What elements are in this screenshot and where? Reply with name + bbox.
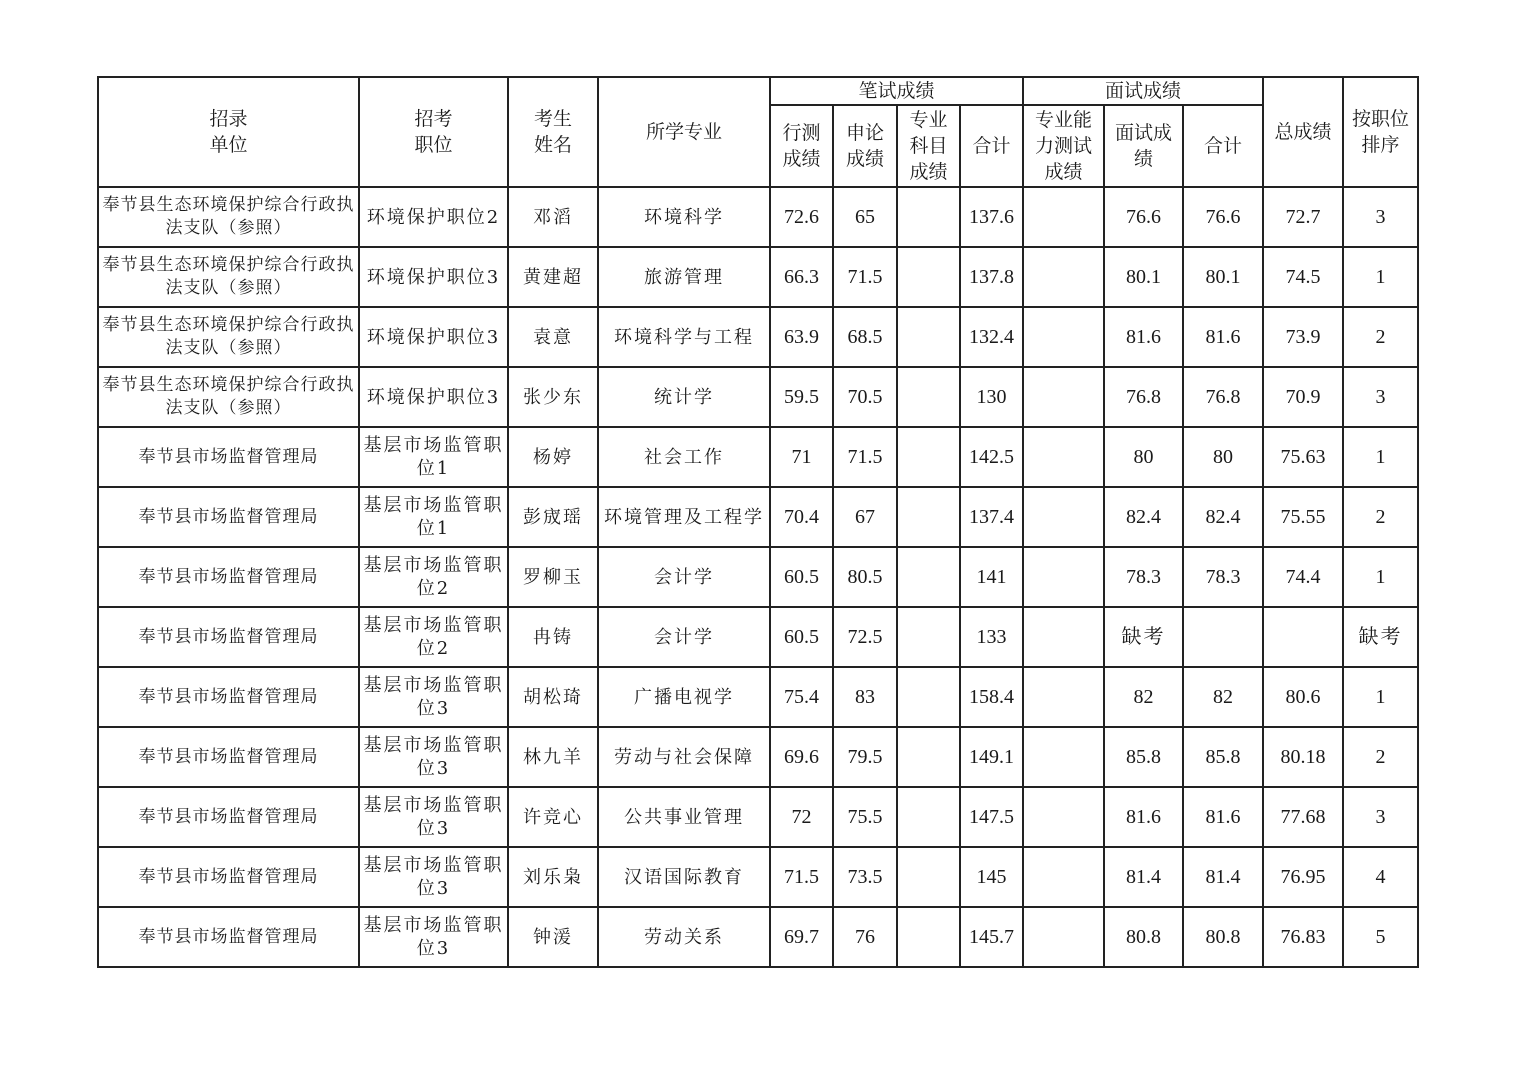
cell-xingce: 69.7: [770, 907, 833, 967]
cell-rank: 2: [1343, 307, 1418, 367]
cell-interview-score: 81.4: [1104, 847, 1183, 907]
cell-subject: [897, 847, 960, 907]
cell-name: 杨婷: [508, 427, 598, 487]
cell-interview-score: 82: [1104, 667, 1183, 727]
cell-rank: 3: [1343, 367, 1418, 427]
cell-position: 环境保护职位2: [359, 187, 508, 247]
cell-total: 70.9: [1263, 367, 1343, 427]
cell-name: 林九羊: [508, 727, 598, 787]
cell-major: 会计学: [598, 547, 770, 607]
cell-rank: 1: [1343, 427, 1418, 487]
cell-ability: [1023, 487, 1104, 547]
cell-position: 环境保护职位3: [359, 307, 508, 367]
cell-unit: 奉节县市场监督管理局: [98, 427, 359, 487]
cell-xingce: 59.5: [770, 367, 833, 427]
cell-name: 黄建超: [508, 247, 598, 307]
header-rank: 按职位 排序: [1343, 77, 1418, 187]
cell-total: 72.7: [1263, 187, 1343, 247]
cell-ability: [1023, 427, 1104, 487]
table-row: [98, 727, 1418, 787]
cell-shenlun: 80.5: [833, 547, 897, 607]
table-row: [98, 787, 1418, 847]
cell-shenlun: 68.5: [833, 307, 897, 367]
table-row: [98, 247, 1418, 307]
cell-shenlun: 79.5: [833, 727, 897, 787]
cell-xingce: 60.5: [770, 607, 833, 667]
cell-subject: [897, 247, 960, 307]
cell-interview-total: 76.8: [1183, 367, 1263, 427]
cell-name: 张少东: [508, 367, 598, 427]
cell-interview-score: 81.6: [1104, 307, 1183, 367]
cell-rank: 1: [1343, 247, 1418, 307]
cell-shenlun: 83: [833, 667, 897, 727]
cell-ability: [1023, 907, 1104, 967]
cell-xingce: 72.6: [770, 187, 833, 247]
cell-total: 76.95: [1263, 847, 1343, 907]
cell-total: 75.63: [1263, 427, 1343, 487]
header-unit: 招录 单位: [98, 77, 359, 187]
cell-interview-score: 76.6: [1104, 187, 1183, 247]
cell-ability: [1023, 247, 1104, 307]
header-ability: 专业能 力测试 成绩: [1023, 105, 1104, 187]
cell-major: 旅游管理: [598, 247, 770, 307]
cell-subject: [897, 787, 960, 847]
cell-subject: [897, 667, 960, 727]
cell-xingce: 66.3: [770, 247, 833, 307]
header-interview-score: 面试成 绩: [1104, 105, 1183, 187]
cell-position: 基层市场监管职位3: [359, 667, 508, 727]
cell-written-total: 158.4: [960, 667, 1023, 727]
cell-major: 社会工作: [598, 427, 770, 487]
cell-total: 76.83: [1263, 907, 1343, 967]
cell-position: 基层市场监管职位2: [359, 607, 508, 667]
cell-xingce: 60.5: [770, 547, 833, 607]
cell-shenlun: 73.5: [833, 847, 897, 907]
score-table: [97, 76, 1419, 968]
cell-position: 环境保护职位3: [359, 247, 508, 307]
cell-written-total: 130: [960, 367, 1023, 427]
cell-rank: 5: [1343, 907, 1418, 967]
cell-position: 基层市场监管职位3: [359, 727, 508, 787]
cell-written-total: 145: [960, 847, 1023, 907]
table-row: [98, 607, 1418, 667]
header-written-total: 合计: [960, 105, 1023, 187]
cell-unit: 奉节县生态环境保护综合行政执法支队（参照）: [98, 307, 359, 367]
cell-position: 基层市场监管职位1: [359, 427, 508, 487]
cell-unit: 奉节县市场监督管理局: [98, 547, 359, 607]
cell-major: 广播电视学: [598, 667, 770, 727]
header-total: 总成绩: [1263, 77, 1343, 187]
table-body: [98, 187, 1418, 967]
cell-total: 80.18: [1263, 727, 1343, 787]
cell-rank: 3: [1343, 187, 1418, 247]
cell-total: 80.6: [1263, 667, 1343, 727]
cell-written-total: 137.4: [960, 487, 1023, 547]
cell-shenlun: 71.5: [833, 427, 897, 487]
table-row: [98, 367, 1418, 427]
cell-subject: [897, 367, 960, 427]
cell-interview-score: 80.8: [1104, 907, 1183, 967]
cell-name: 罗柳玉: [508, 547, 598, 607]
cell-interview-score: 85.8: [1104, 727, 1183, 787]
header-xingce: 行测 成绩: [770, 105, 833, 187]
cell-xingce: 72: [770, 787, 833, 847]
cell-subject: [897, 307, 960, 367]
cell-position: 基层市场监管职位3: [359, 847, 508, 907]
cell-interview-total: 80: [1183, 427, 1263, 487]
cell-xingce: 71.5: [770, 847, 833, 907]
cell-total: [1263, 607, 1343, 667]
cell-interview-total: 82.4: [1183, 487, 1263, 547]
table-row: [98, 667, 1418, 727]
cell-ability: [1023, 367, 1104, 427]
cell-unit: 奉节县市场监督管理局: [98, 787, 359, 847]
cell-ability: [1023, 847, 1104, 907]
cell-unit: 奉节县市场监督管理局: [98, 667, 359, 727]
cell-shenlun: 67: [833, 487, 897, 547]
header-interview-group: 面试成绩: [1023, 77, 1263, 105]
cell-interview-total: 80.8: [1183, 907, 1263, 967]
cell-major: 统计学: [598, 367, 770, 427]
cell-xingce: 75.4: [770, 667, 833, 727]
cell-rank: 1: [1343, 547, 1418, 607]
cell-unit: 奉节县生态环境保护综合行政执法支队（参照）: [98, 187, 359, 247]
header-subject: 专业 科目 成绩: [897, 105, 960, 187]
cell-major: 劳动关系: [598, 907, 770, 967]
header-written-group: 笔试成绩: [770, 77, 1023, 105]
table-header: [98, 77, 1418, 187]
cell-position: 基层市场监管职位3: [359, 787, 508, 847]
cell-major: 汉语国际教育: [598, 847, 770, 907]
cell-written-total: 149.1: [960, 727, 1023, 787]
cell-ability: [1023, 307, 1104, 367]
cell-unit: 奉节县市场监督管理局: [98, 727, 359, 787]
cell-name: 许竞心: [508, 787, 598, 847]
cell-subject: [897, 487, 960, 547]
cell-major: 劳动与社会保障: [598, 727, 770, 787]
cell-written-total: 141: [960, 547, 1023, 607]
cell-shenlun: 71.5: [833, 247, 897, 307]
cell-major: 环境管理及工程学: [598, 487, 770, 547]
cell-total: 75.55: [1263, 487, 1343, 547]
cell-ability: [1023, 787, 1104, 847]
table-row: [98, 487, 1418, 547]
cell-name: 袁意: [508, 307, 598, 367]
cell-name: 钟湲: [508, 907, 598, 967]
cell-xingce: 69.6: [770, 727, 833, 787]
cell-unit: 奉节县市场监督管理局: [98, 907, 359, 967]
cell-name: 冉铸: [508, 607, 598, 667]
cell-unit: 奉节县市场监督管理局: [98, 607, 359, 667]
cell-ability: [1023, 547, 1104, 607]
cell-xingce: 70.4: [770, 487, 833, 547]
cell-xingce: 63.9: [770, 307, 833, 367]
header-name: 考生 姓名: [508, 77, 598, 187]
cell-total: 74.4: [1263, 547, 1343, 607]
cell-subject: [897, 607, 960, 667]
cell-rank: 3: [1343, 787, 1418, 847]
header-position: 招考 职位: [359, 77, 508, 187]
cell-interview-total: 76.6: [1183, 187, 1263, 247]
cell-written-total: 147.5: [960, 787, 1023, 847]
cell-xingce: 71: [770, 427, 833, 487]
cell-major: 环境科学与工程: [598, 307, 770, 367]
cell-total: 74.5: [1263, 247, 1343, 307]
cell-rank: 2: [1343, 727, 1418, 787]
cell-unit: 奉节县生态环境保护综合行政执法支队（参照）: [98, 367, 359, 427]
cell-position: 环境保护职位3: [359, 367, 508, 427]
table-row: [98, 907, 1418, 967]
cell-position: 基层市场监管职位3: [359, 907, 508, 967]
table-row: [98, 547, 1418, 607]
cell-interview-total: 78.3: [1183, 547, 1263, 607]
cell-subject: [897, 547, 960, 607]
table-row: [98, 847, 1418, 907]
cell-name: 邓滔: [508, 187, 598, 247]
cell-total: 73.9: [1263, 307, 1343, 367]
cell-interview-score: 80.1: [1104, 247, 1183, 307]
cell-interview-total: 81.4: [1183, 847, 1263, 907]
cell-major: 环境科学: [598, 187, 770, 247]
cell-interview-score: 81.6: [1104, 787, 1183, 847]
cell-ability: [1023, 607, 1104, 667]
cell-subject: [897, 727, 960, 787]
header-interview-total: 合计: [1183, 105, 1263, 187]
cell-subject: [897, 907, 960, 967]
cell-interview-total: 81.6: [1183, 307, 1263, 367]
cell-unit: 奉节县生态环境保护综合行政执法支队（参照）: [98, 247, 359, 307]
cell-rank: 1: [1343, 667, 1418, 727]
cell-interview-total: 85.8: [1183, 727, 1263, 787]
cell-unit: 奉节县市场监督管理局: [98, 847, 359, 907]
table-row: [98, 307, 1418, 367]
cell-ability: [1023, 187, 1104, 247]
cell-name: 刘乐枭: [508, 847, 598, 907]
cell-interview-score: 82.4: [1104, 487, 1183, 547]
cell-position: 基层市场监管职位1: [359, 487, 508, 547]
cell-interview-total: 80.1: [1183, 247, 1263, 307]
cell-shenlun: 65: [833, 187, 897, 247]
cell-rank: 2: [1343, 487, 1418, 547]
cell-interview-total: [1183, 607, 1263, 667]
cell-name: 彭宬瑶: [508, 487, 598, 547]
cell-major: 公共事业管理: [598, 787, 770, 847]
cell-written-total: 142.5: [960, 427, 1023, 487]
cell-shenlun: 72.5: [833, 607, 897, 667]
header-major: 所学专业: [598, 77, 770, 187]
cell-ability: [1023, 727, 1104, 787]
cell-shenlun: 75.5: [833, 787, 897, 847]
cell-interview-total: 82: [1183, 667, 1263, 727]
cell-interview-total: 81.6: [1183, 787, 1263, 847]
cell-written-total: 145.7: [960, 907, 1023, 967]
cell-interview-score: 80: [1104, 427, 1183, 487]
cell-written-total: 137.8: [960, 247, 1023, 307]
cell-subject: [897, 427, 960, 487]
cell-total: 77.68: [1263, 787, 1343, 847]
cell-written-total: 132.4: [960, 307, 1023, 367]
table-row: [98, 427, 1418, 487]
cell-subject: [897, 187, 960, 247]
cell-shenlun: 70.5: [833, 367, 897, 427]
table-row: [98, 187, 1418, 247]
cell-name: 胡松琦: [508, 667, 598, 727]
cell-interview-score: 缺考: [1104, 607, 1183, 667]
cell-position: 基层市场监管职位2: [359, 547, 508, 607]
cell-rank: 缺考: [1343, 607, 1418, 667]
cell-written-total: 137.6: [960, 187, 1023, 247]
cell-interview-score: 76.8: [1104, 367, 1183, 427]
header-shenlun: 申论 成绩: [833, 105, 897, 187]
cell-shenlun: 76: [833, 907, 897, 967]
cell-unit: 奉节县市场监督管理局: [98, 487, 359, 547]
cell-rank: 4: [1343, 847, 1418, 907]
cell-ability: [1023, 667, 1104, 727]
cell-major: 会计学: [598, 607, 770, 667]
cell-interview-score: 78.3: [1104, 547, 1183, 607]
cell-written-total: 133: [960, 607, 1023, 667]
